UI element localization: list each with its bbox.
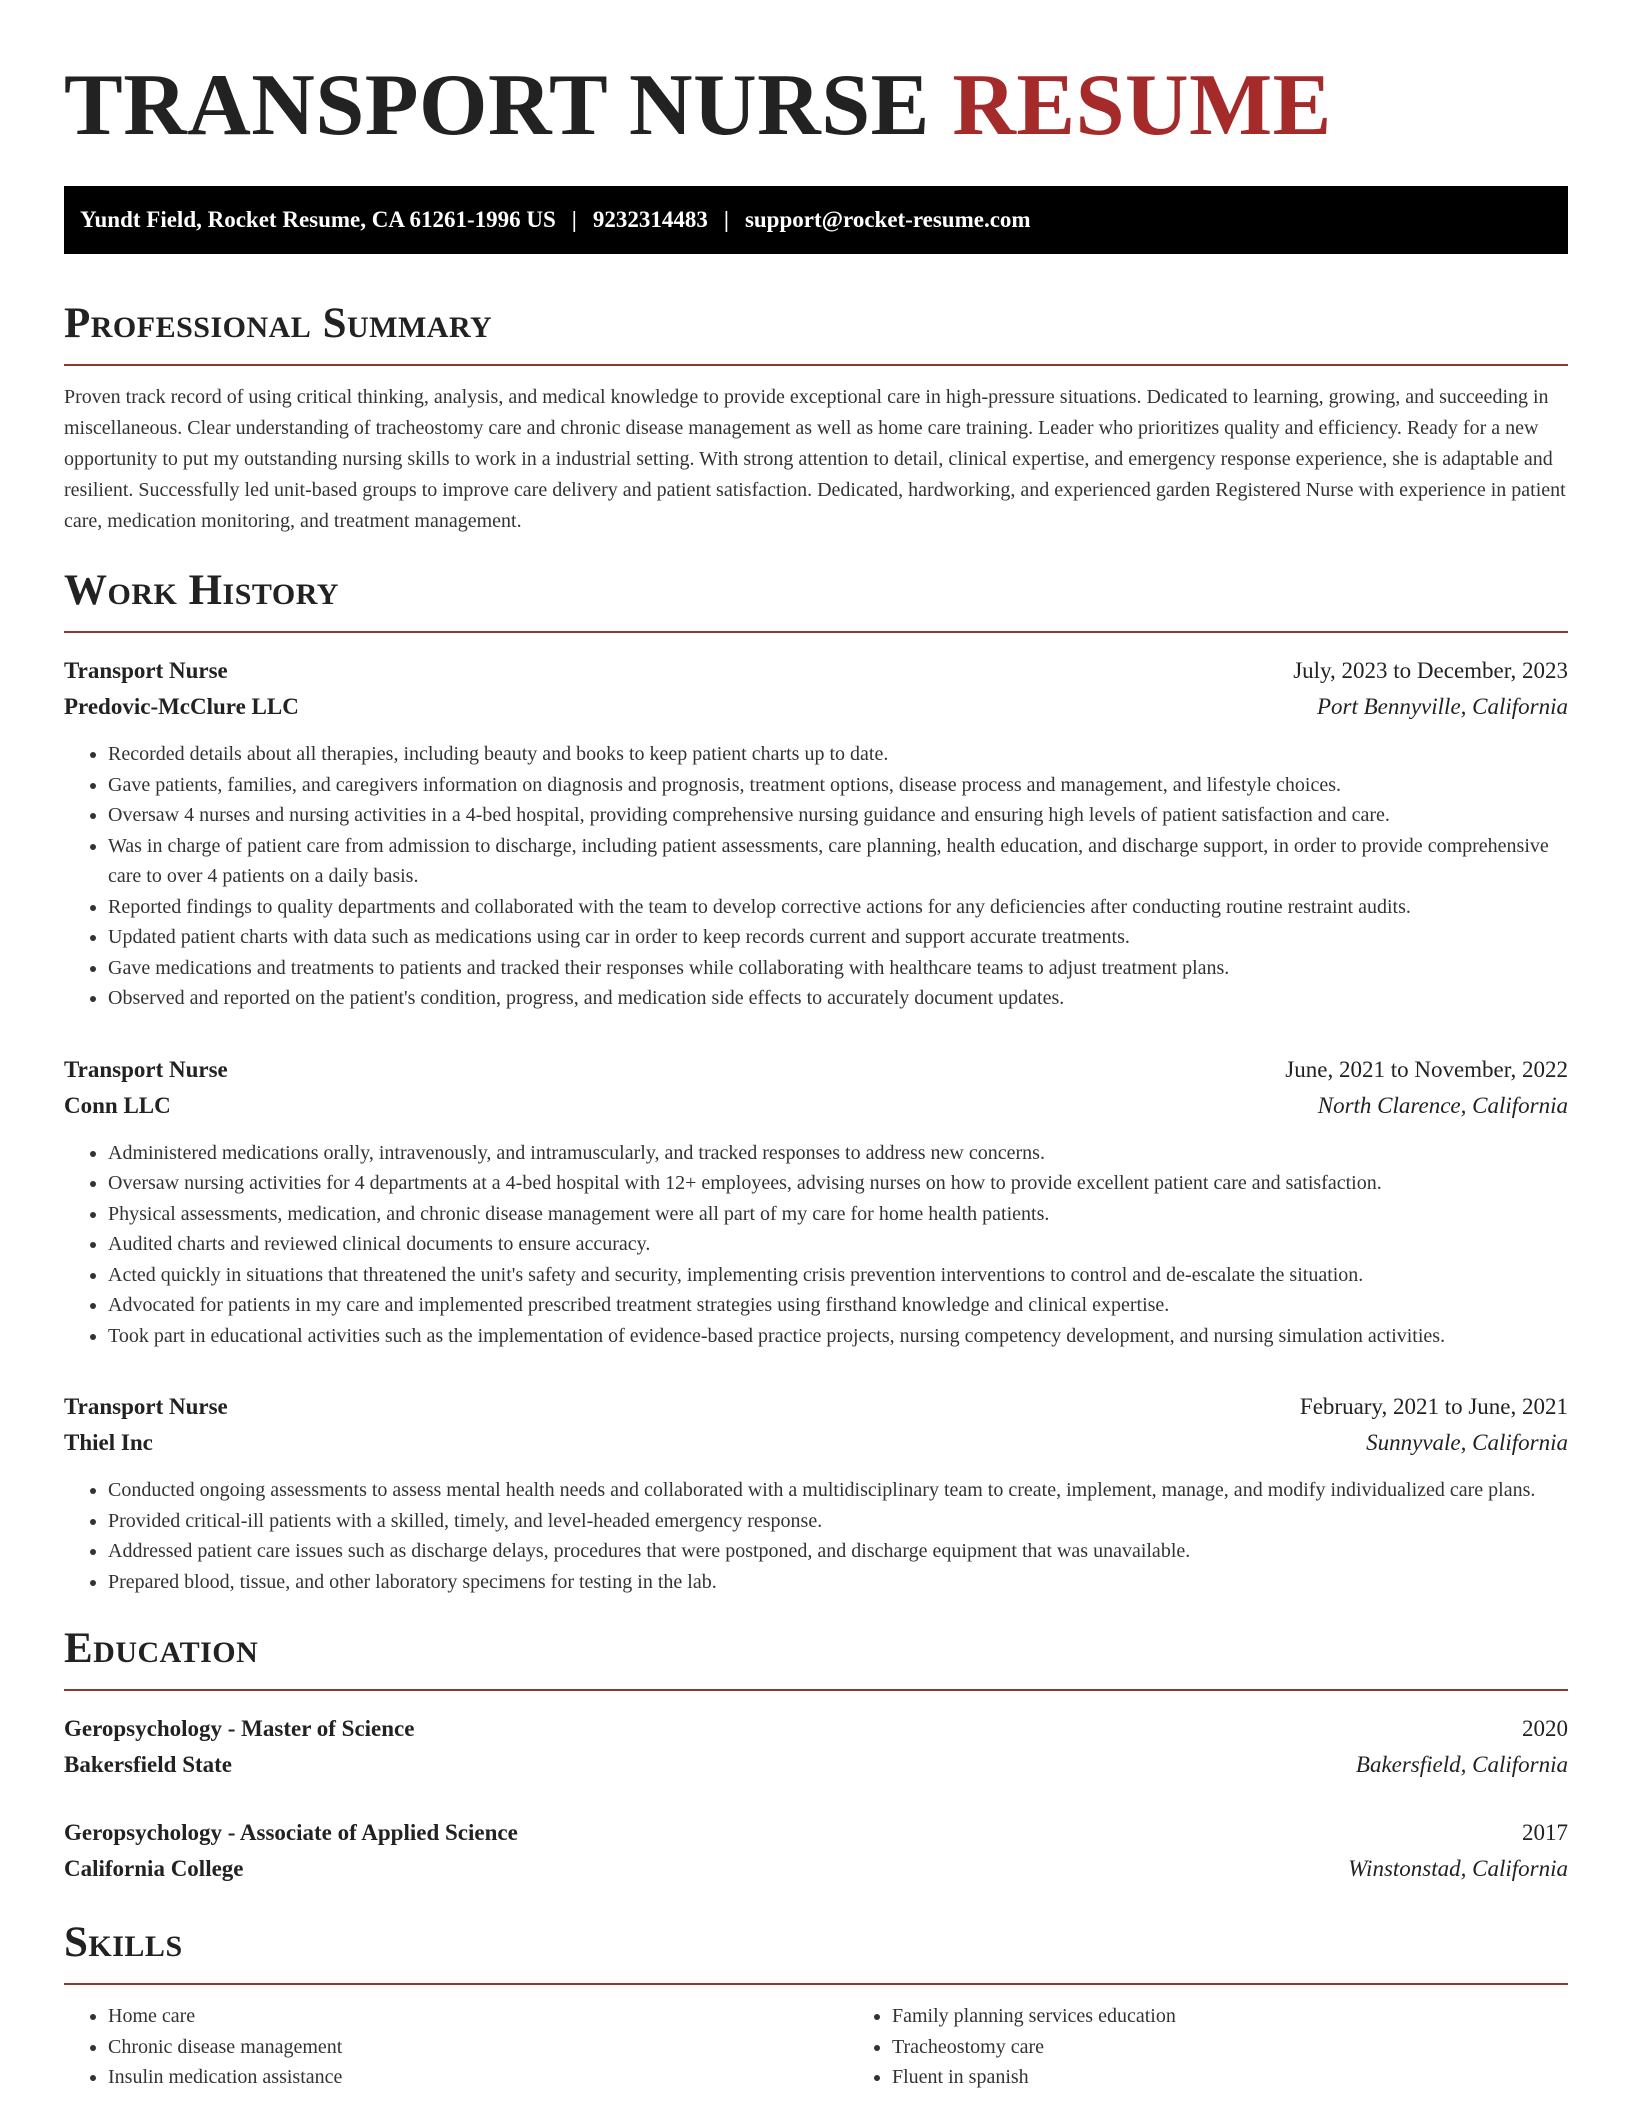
job-duty: • Recorded details about all therapies, including beauty and books to keep patient charts up to date.	[108, 739, 1568, 770]
skill-item: • Insulin medication assistance	[108, 2062, 848, 2093]
title-main: TRANSPORT NURSE	[64, 57, 930, 154]
contact-phone[interactable]: 9232314483	[592, 207, 708, 232]
job-duty: • Provided critical-ill patients with a skilled, timely, and level-headed emergency response.	[108, 1506, 1568, 1537]
job-title: Transport Nurse	[64, 1394, 228, 1419]
job-title: Transport Nurse	[64, 658, 228, 683]
education-school: California College	[64, 1856, 244, 1881]
job-duties-list	[64, 739, 1568, 1014]
resume-title	[64, 0, 1568, 156]
skills-section	[64, 1917, 1568, 2093]
job-dates: February, 2021 to June, 2021	[1299, 1394, 1568, 1419]
summary-text: Proven track record of using critical thinking, analysis, and medical knowledge to provide exceptional care in high-pressure situations. Dedicated to learning, growing, and succeeding in miscellaneous. Clear understanding of tracheostomy care and chronic disease management as well as home care training. Leader who prioritizes quality and efficiency. Ready for a new opportunity to put my outstanding nursing skills to work in a industrial setting. With strong attention to detail, clinical expertise, and emergency response experience, she is adaptable and resilient. Successfully led unit-based groups to improve care delivery and patient satisfaction. Dedicated, hardworking, and experienced garden Registered Nurse with experience in patient care, medication monitoring, and treatment management.	[64, 386, 1566, 532]
job-location: Port Bennyville, California	[1316, 694, 1568, 719]
education-degree: Geropsychology - Master of Science	[64, 1716, 415, 1741]
section-divider	[64, 631, 1568, 633]
skills-grid	[64, 2001, 1568, 2093]
skill-item: • Chronic disease management	[108, 2032, 848, 2063]
contact-address: Yundt Field, Rocket Resume, CA 61261-1996 US	[80, 207, 556, 232]
job-company-row	[64, 1088, 1568, 1124]
job-location: Sunnyvale, California	[1366, 1430, 1568, 1455]
contact-bar	[64, 186, 1568, 254]
job-duty: • Was in charge of patient care from admission to discharge, including patient assessments, care planning, health education, and discharge support, in order to provide comprehensive care to over 4 patients on a daily basis.	[108, 831, 1568, 892]
job-entry	[64, 1052, 1568, 1352]
title-accent: RESUME	[952, 57, 1332, 154]
job-duty: • Addressed patient care issues such as discharge delays, procedures that were postponed, and discharge equipment that was unavailable.	[108, 1536, 1568, 1567]
job-company-row	[64, 689, 1568, 725]
job-header-row	[64, 1052, 1568, 1088]
skills-list-left	[64, 2001, 848, 2093]
section-divider	[64, 1983, 1568, 1985]
job-duty: • Oversaw nursing activities for 4 departments at a 4-bed hospital with 12+ employees, advising nurses on how to provide excellent patient care and satisfaction.	[108, 1168, 1568, 1199]
job-duty: • Administered medications orally, intravenously, and intramuscularly, and tracked responses to address new concerns.	[108, 1138, 1568, 1169]
job-duty: • Advocated for patients in my care and implemented prescribed treatment strategies using firsthand knowledge and clinical expertise.	[108, 1290, 1568, 1321]
skill-item: • Home care	[108, 2001, 848, 2032]
job-duty: • Acted quickly in situations that threatened the unit's safety and security, implementing crisis prevention interventions to control and de-escalate the situation.	[108, 1260, 1568, 1291]
summary-section	[64, 298, 1568, 537]
education-year: 2017	[1522, 1820, 1568, 1845]
education-school: Bakersfield State	[64, 1752, 233, 1777]
skill-item: • Tracheostomy care	[892, 2032, 1632, 2063]
job-header-row	[64, 653, 1568, 689]
work-history-section	[64, 565, 1568, 1597]
job-entry	[64, 1389, 1568, 1597]
job-entry	[64, 653, 1568, 1014]
education-school-row	[64, 1851, 1568, 1887]
job-duty: • Gave medications and treatments to patients and tracked their responses while collaborating with healthcare teams to adjust treatment plans.	[108, 953, 1568, 984]
education-section	[64, 1623, 1568, 1887]
job-dates: July, 2023 to December, 2023	[1293, 658, 1568, 683]
education-degree-row	[64, 1711, 1568, 1747]
job-title: Transport Nurse	[64, 1056, 228, 1082]
job-duty: • Updated patient charts with data such as medications using car in order to keep records current and support accurate treatments.	[108, 922, 1568, 953]
skill-item: • Fluent in spanish	[892, 2062, 1632, 2093]
job-header-row	[64, 1389, 1568, 1425]
job-dates: June, 2021 to November, 2022	[1285, 1056, 1568, 1082]
contact-separator: |	[723, 207, 729, 232]
job-duty: • Physical assessments, medication, and chronic disease management were all part of my care for home health patients.	[108, 1199, 1568, 1230]
section-divider	[64, 364, 1568, 366]
section-heading-skills: Skills	[64, 1919, 183, 1966]
job-duty: • Prepared blood, tissue, and other laboratory specimens for testing in the lab.	[108, 1567, 1568, 1598]
section-divider	[64, 1689, 1568, 1691]
job-duty: • Conducted ongoing assessments to assess mental health needs and collaborated with a multidisciplinary team to create, implement, manage, and modify individualized care plans.	[108, 1475, 1568, 1506]
job-duty: • Oversaw 4 nurses and nursing activities in a 4-bed hospital, providing comprehensive nursing guidance and ensuring high levels of patient satisfaction and care.	[108, 800, 1568, 831]
job-location: North Clarence, California	[1317, 1092, 1568, 1118]
education-entry	[64, 1711, 1568, 1783]
section-heading-education: Education	[64, 1625, 259, 1672]
skills-list-right	[848, 2001, 1632, 2093]
job-duties-list	[64, 1138, 1568, 1352]
section-heading-summary: Professional Summary	[64, 300, 493, 347]
job-company: Conn LLC	[64, 1092, 171, 1118]
education-degree-row	[64, 1815, 1568, 1851]
education-school-row	[64, 1747, 1568, 1783]
job-duty: • Audited charts and reviewed clinical documents to ensure accuracy.	[108, 1229, 1568, 1260]
contact-separator: |	[571, 207, 577, 232]
job-company-row	[64, 1425, 1568, 1461]
education-degree: Geropsychology - Associate of Applied Science	[64, 1820, 518, 1845]
job-company: Thiel Inc	[64, 1430, 153, 1455]
education-location: Bakersfield, California	[1355, 1752, 1568, 1777]
education-entry	[64, 1815, 1568, 1887]
job-duty: • Observed and reported on the patient's condition, progress, and medication side effects to accurately document updates.	[108, 983, 1568, 1014]
job-duty: • Took part in educational activities such as the implementation of evidence-based practice projects, nursing competency development, and nursing simulation activities.	[108, 1321, 1568, 1352]
job-duty: • Reported findings to quality departments and collaborated with the team to develop corrective actions for any deficiencies after conducting routine restraint audits.	[108, 892, 1568, 923]
education-location: Winstonstad, California	[1348, 1856, 1568, 1881]
skill-item: • Family planning services education	[892, 2001, 1632, 2032]
contact-email[interactable]: support@rocket-resume.com	[744, 207, 1031, 232]
job-company: Predovic-McClure LLC	[64, 694, 299, 719]
job-duties-list	[64, 1475, 1568, 1597]
job-duty: • Gave patients, families, and caregivers information on diagnosis and prognosis, treatment options, disease process and management, and lifestyle choices.	[108, 770, 1568, 801]
education-year: 2020	[1522, 1716, 1568, 1741]
section-heading-work-history: Work History	[64, 567, 339, 614]
